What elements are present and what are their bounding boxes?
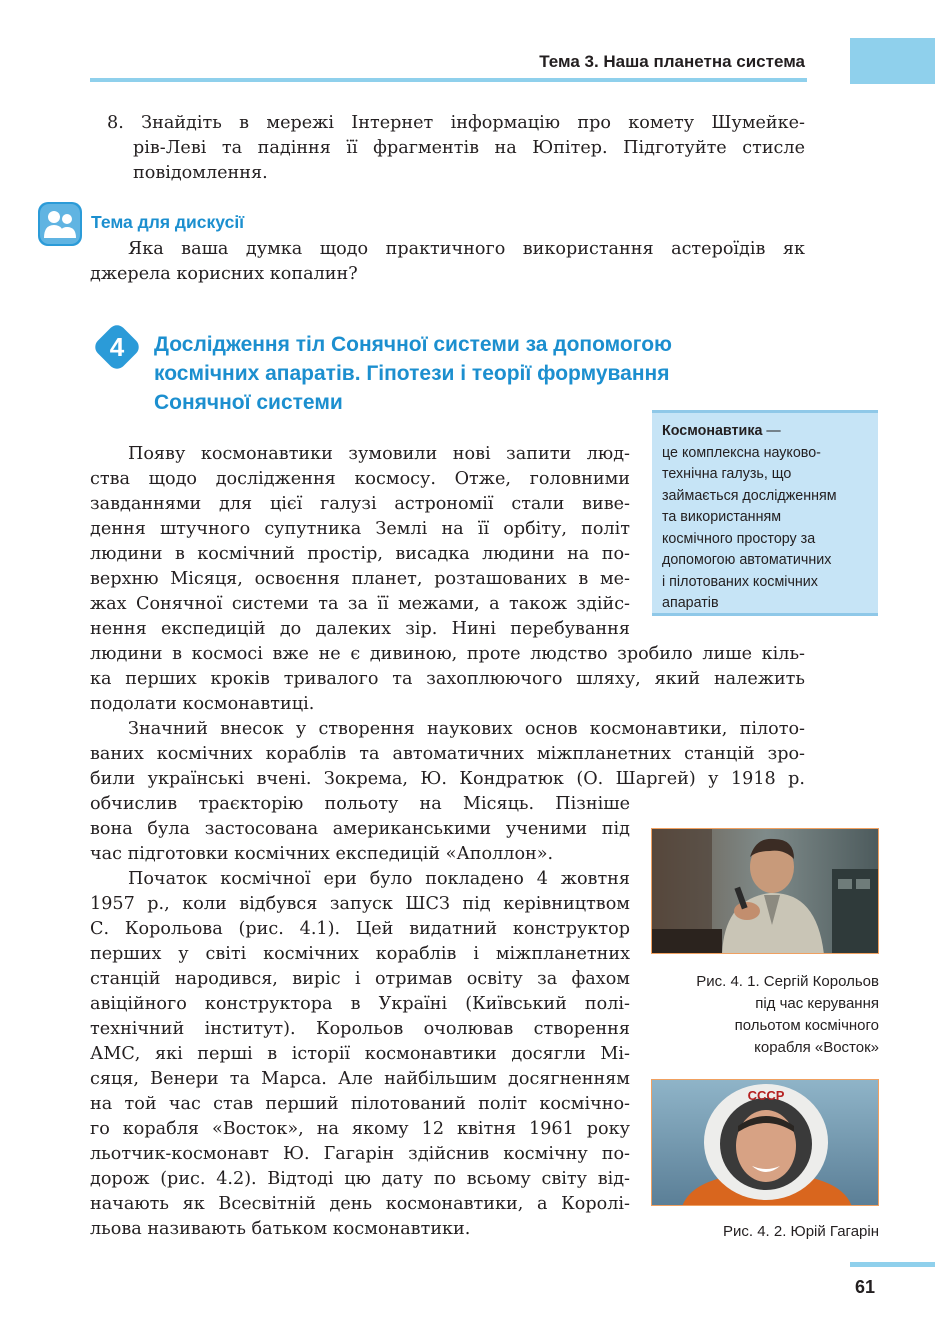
paragraph-1-full: людини в космосі вже не є дивиною, проте людство зробило лише кіль- ка перших кроків тривалого та захоплюючого шляху, який належить подолати космонавтиці. <box>90 644 805 714</box>
section-title: Дослідження тіл Сонячної системи за допомогою космічних апаратів. Гіпотези і теорії формування Сонячної системи <box>154 333 672 414</box>
paragraph-2-wrapped: обчислив траєкторію польоту на Місяць. Пізніше вона була застосована американськими ученими під час підготовки космічних експедицій «Аполлон». <box>90 794 630 864</box>
definition-term: Космонавтика <box>662 423 763 439</box>
paragraph-3: Початок космічної ери було покладено 4 жовтня 1957 р., коли відбувся запуск ШСЗ під керівництвом С. Корольова (рис. 4.1). Цей видатний конструктор перших у світі космічних кораблів і міжпланетних станцій народився, виріс і отримав освіту за фахом авіційного конструктора в Україні (Київський полі- технічний інститут). Корольов очолював створення АМС, які перші в історії космонавтики досягли Мі- сяця, Венери та Марса. Але найбільшим досягненням на той час став перший пілотований політ космічно- го корабля «Восток», на якому 12 квітня 1961 року льотчик-космонавт Ю. Гагарін здійснив космічну по- дорож (рис. 4.2). Відтоді цю дату по всьому світу від- начають як Всесвітній день космонавтики, а Королі- льова називають батьком космонавтики. <box>90 869 630 1239</box>
paragraph-1-wrapped: Появу космонавтики зумовили нові запити люд- ства щодо дослідження космосу. Отже, головними завданнями для цієї галузі астрономії стали виве- дення штучного супутника Землі на її орбіту, політ людини в космічний простір, висадка людини на по- верхню Місяця, освоєння планет, розташованих в ме- жах Сонячної системи та за її межами, а також здійс- нення експедицій до далеких зір. Нині перебування <box>90 444 630 639</box>
header-rule <box>90 78 807 82</box>
header-color-block <box>850 38 935 84</box>
svg-text:СССР: СССР <box>747 1088 785 1103</box>
paragraph-2-full: Значний внесок у створення наукових основ космонавтики, пілото- ваних космічних кораблів та автоматичних міжпланетних станцій зро- били українські вчені. Зокрема, Ю. Кондратюк (О. Шаргей) у 1918 р. <box>90 719 805 789</box>
figure-4-2-photo <box>651 1079 879 1206</box>
footer-rule <box>850 1262 935 1267</box>
section-number: 4 <box>109 332 125 362</box>
figure-4-2-caption: Рис. 4. 2. Юрій Гагарін <box>722 1223 879 1240</box>
page-number: 61 <box>855 1277 876 1297</box>
section-number-badge <box>92 322 142 372</box>
running-header: Тема 3. Наша планетна система <box>539 52 805 71</box>
definition-box: Космонавтика — це комплексна науково- технічна галузь, що займається дослідженням та використанням космічного простору за допомогою автоматичних і пілотованих космічних апаратів <box>652 410 878 616</box>
discussion-title: Тема для дискусії <box>91 212 245 232</box>
figure-4-1-caption: Рис. 4. 1. Сергій Корольов під час керування польотом космічного корабля «Восток» <box>696 973 879 1056</box>
discussion-text: Яка ваша думка щодо практичного використання астероїдів як джерела корисних копалин? <box>90 239 805 284</box>
task-8: 8. Знайдіть в мережі Інтернет інформацію про комету Шумейке- рів-Леві та падіння її фрагментів на Юпітер. Підготуйте стисле повідомлення. <box>107 113 805 183</box>
figure-4-1-photo <box>651 828 879 954</box>
discussion-icon <box>38 202 82 246</box>
